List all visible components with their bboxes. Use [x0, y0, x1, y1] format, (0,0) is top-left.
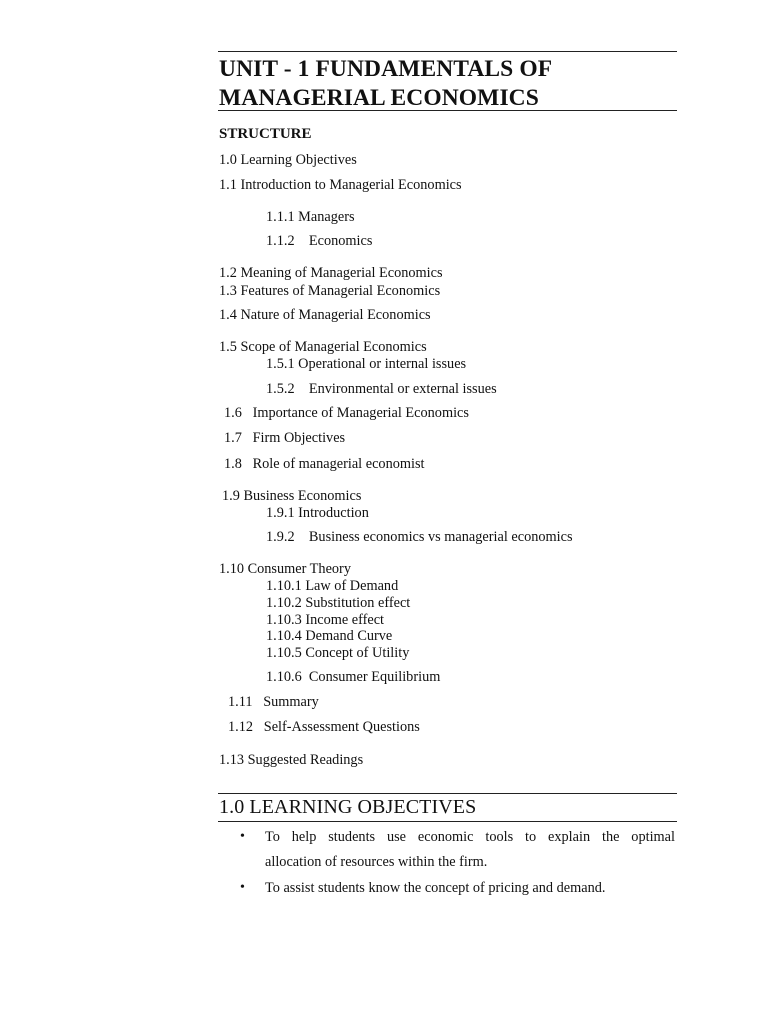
title-bottom-rule: [218, 110, 677, 111]
toc-subitem: 1.5.1 Operational or internal issues: [266, 356, 467, 372]
toc-item: 1.1 Introduction to Managerial Economics: [219, 177, 462, 193]
toc-item: 1.10 Consumer Theory: [219, 561, 351, 577]
bullet-marker: •: [240, 880, 245, 895]
toc-subitem: 1.1.1 Managers: [266, 209, 355, 225]
objective-1-line-1: To help students use economic tools to explain the optimal: [265, 829, 675, 845]
bullet-marker: •: [240, 829, 245, 844]
toc-item: 1.11 Summary: [228, 694, 319, 710]
toc-item: 1.13 Suggested Readings: [219, 752, 364, 768]
toc-subitem: 1.10.3 Income effect: [266, 612, 385, 628]
toc-item: 1.5 Scope of Managerial Economics: [219, 339, 427, 355]
toc-item: 1.8 Role of managerial economist: [224, 456, 425, 472]
unit-title: [219, 55, 689, 113]
structure-heading: STRUCTURE: [219, 126, 312, 142]
objective-1-line-2: allocation of resources within the firm.: [265, 854, 488, 870]
toc-subitem: 1.10.4 Demand Curve: [266, 628, 393, 644]
toc-item: 1.12 Self-Assessment Questions: [228, 719, 420, 735]
unit-title-line-1: UNIT - 1 FUNDAMENTALS OF: [219, 56, 553, 82]
toc-item: 1.9 Business Economics: [222, 488, 362, 504]
toc-item: 1.6 Importance of Managerial Economics: [224, 405, 469, 421]
objective-2: To assist students know the concept of pricing and demand.: [265, 880, 606, 896]
section-bottom-rule: [218, 821, 677, 822]
toc-item: 1.2 Meaning of Managerial Economics: [219, 265, 443, 281]
toc-subitem: 1.1.2 Economics: [266, 233, 373, 249]
toc-item: 1.4 Nature of Managerial Economics: [219, 307, 431, 323]
toc-subitem: 1.5.2 Environmental or external issues: [266, 381, 497, 397]
toc-subitem: 1.10.6 Consumer Equilibrium: [266, 669, 441, 685]
toc-item: 1.7 Firm Objectives: [224, 430, 346, 446]
toc-subitem: 1.9.2 Business economics vs managerial economics: [266, 529, 573, 545]
title-top-rule: [218, 51, 677, 52]
toc-subitem: 1.9.1 Introduction: [266, 505, 369, 521]
toc-item: 1.0 Learning Objectives: [219, 152, 357, 168]
toc-subitem: 1.10.5 Concept of Utility: [266, 645, 410, 661]
learning-objectives-heading: 1.0 LEARNING OBJECTIVES: [219, 796, 477, 818]
section-top-rule: [218, 793, 677, 794]
unit-title-line-2: MANAGERIAL ECONOMICS: [219, 85, 539, 111]
toc-subitem: 1.10.1 Law of Demand: [266, 578, 399, 594]
toc-subitem: 1.10.2 Substitution effect: [266, 595, 411, 611]
toc-item: 1.3 Features of Managerial Economics: [219, 283, 441, 299]
